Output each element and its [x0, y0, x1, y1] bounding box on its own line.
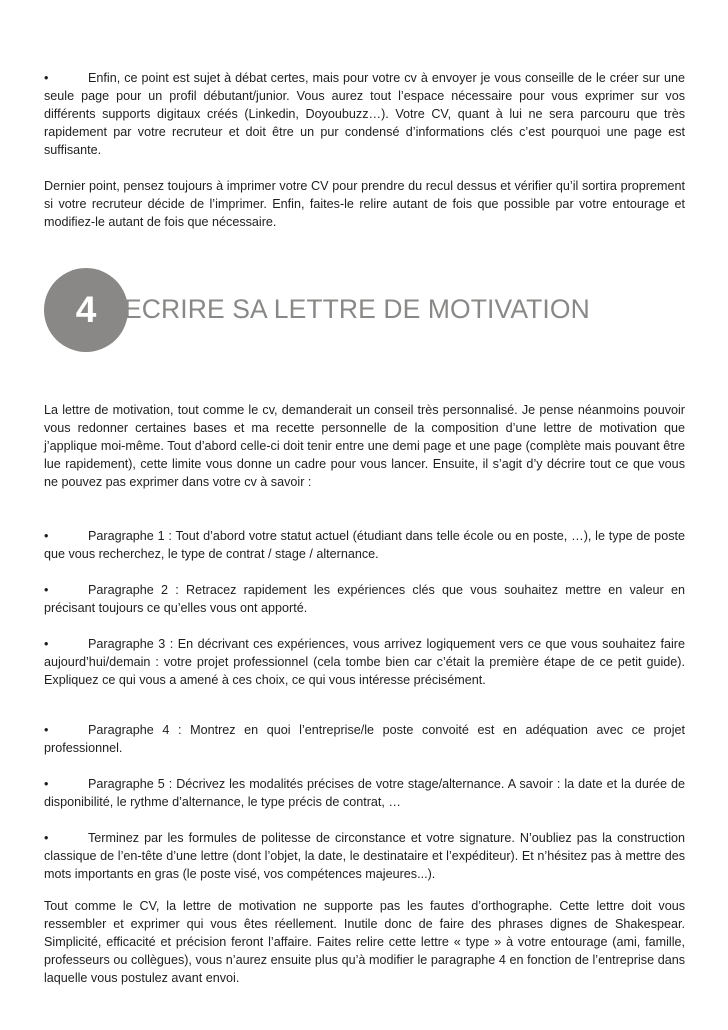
- list-item-text: Paragraphe 4 : Montrez en quoi l’entreprise/le poste convoité est en adéquation avec ce projet professionnel.: [44, 723, 685, 755]
- bullet-paragraph-one-page: [44, 69, 685, 159]
- paragraph-print-cv: Dernier point, pensez toujours à imprimer votre CV pour prendre du recul dessus et vérifier qu’il sortira proprement si votre recruteur décide de l’imprimer. Enfin, faites-le relire autant de fois que possible par votre entourage et modifiez-le autant de fois que nécessaire.: [44, 179, 685, 229]
- list-item-text: Paragraphe 2 : Retracez rapidement les expériences clés que vous souhaitez mettre en valeur en précisant toujours ce qu’elles vous ont apporté.: [44, 583, 685, 615]
- bullet-marker: •: [44, 831, 49, 845]
- section-title: ECRIRE SA LETTRE DE MOTIVATION: [124, 294, 590, 324]
- list-item-paragraph-3: [44, 635, 685, 689]
- closing-paragraph: Tout comme le CV, la lettre de motivation ne supporte pas les fautes d’orthographe. Cette lettre doit vous ressembler et exprimer qui vous êtes réellement. Inutile donc de faire des phrases dignes de Shakespear. Simplicité, efficacité et précision feront l’affaire. Faites relire cette lettre « type » à votre entourage (ami, famille, professeurs ou collègues), vous n’aurez ensuite plus qu’à modifier le paragraphe 4 en fonction de l’entreprise dans laquelle vous postulez avant envoi.: [44, 899, 685, 985]
- list-item-text: Paragraphe 3 : En décrivant ces expériences, vous arrivez logiquement vers ce que vous souhaitez faire aujourd’hui/demain : votre projet professionnel (cela tombe bien car c’était la première étape de ce petit guide). Expliquez ce qui vous a amené à ces choix, ce qui vous intéresse précisément.: [44, 637, 685, 687]
- list-item-paragraph-1: [44, 527, 685, 563]
- bullet-marker: •: [44, 723, 49, 737]
- bullet-marker: •: [44, 777, 49, 791]
- section-number: 4: [75, 289, 97, 330]
- bullet-marker: •: [44, 71, 49, 85]
- list-item-text: Paragraphe 5 : Décrivez les modalités précises de votre stage/alternance. A savoir : la date et la durée de disponibilité, le rythme d’alternance, le type précis de contrat, …: [44, 777, 685, 809]
- list-item-paragraph-5: [44, 775, 685, 811]
- bullet-marker: •: [44, 637, 49, 651]
- list-item-text: Terminez par les formules de politesse de circonstance et votre signature. N’oubliez pas la construction classique de l’en-tête d’une lettre (dont l’objet, la date, le destinataire et l’expéditeur). Et n’hésitez pas à mettre des mots importants en gras (le poste visé, vos compétences majeures...).: [44, 831, 685, 881]
- bullet-paragraph-text: Enfin, ce point est sujet à débat certes, mais pour votre cv à envoyer je vous conseille de le créer sur une seule page pour un profil débutant/junior. Vous aurez tout l’espace nécessaire pour vous exprimer sur vos différents supports digitaux créés (Linkedin, Doyoubuzz…). Votre CV, quant à lui ne sera parcouru que très rapidement par votre recruteur et doit être un pur condensé d’informations clés c’est pourquoi une page est suffisante.: [44, 71, 685, 157]
- list-item-paragraph-4: [44, 721, 685, 757]
- list-item-text: Paragraphe 1 : Tout d’abord votre statut actuel (étudiant dans telle école ou en poste, …), le type de poste que vous recherchez, le type de contrat / stage / alternance.: [44, 529, 685, 561]
- bullet-marker: •: [44, 583, 49, 597]
- intro-paragraph: La lettre de motivation, tout comme le cv, demanderait un conseil très personnalisé. Je pense néanmoins pouvoir vous redonner certaines bases et ma recette personnelle de la composition d’une lettre de motivation que j’applique moi-même. Tout d’abord celle-ci doit tenir entre une demi page et une page (complète mais pouvant être lue rapidement), cette limite vous donne un cadre pour vous lancer. Ensuite, il s’agit d’y décrire tout ce que vous ne pouvez pas exprimer dans votre cv à savoir :: [44, 403, 685, 489]
- list-item-paragraph-2: [44, 581, 685, 617]
- bullet-marker: •: [44, 529, 49, 543]
- section-header: [44, 268, 685, 352]
- list-item-closing-formalities: [44, 829, 685, 883]
